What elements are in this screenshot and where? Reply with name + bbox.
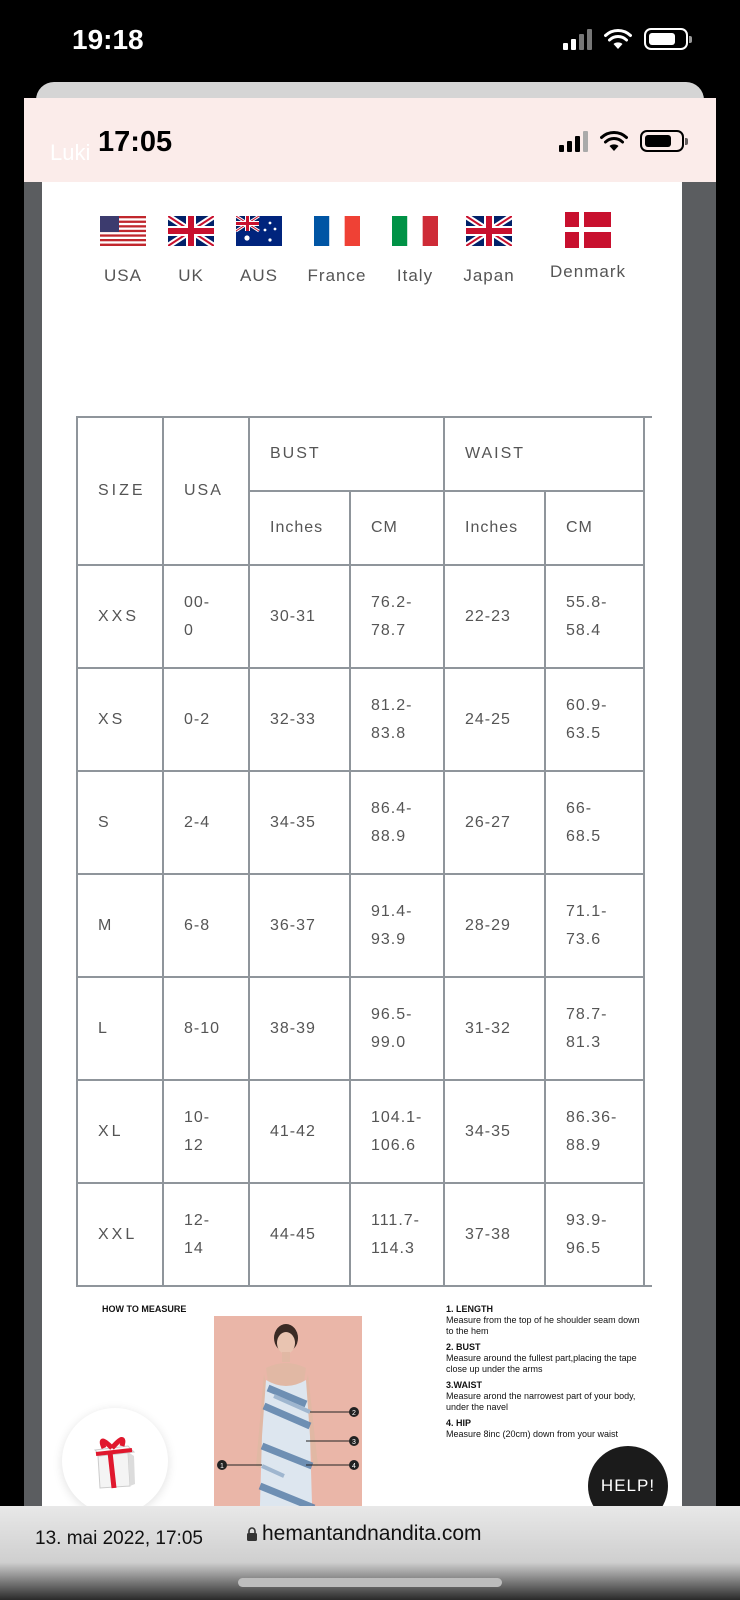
denmark-flag-icon [565, 212, 611, 248]
size-cell: XXL [77, 1183, 163, 1286]
bust-cm-cell: 104.1- 106.6 [350, 1080, 444, 1183]
waist-inches-cell: 28-29 [444, 874, 545, 977]
cellular-signal-icon [563, 28, 592, 50]
measure-instructions [446, 1304, 646, 1445]
usa-flag-icon [100, 216, 146, 246]
country-flags [42, 216, 682, 306]
inner-status-icons [559, 130, 684, 152]
outer-status-bar [0, 0, 740, 80]
flag-label: Italy [396, 266, 434, 285]
size-cell: S [77, 771, 163, 874]
table-row [77, 565, 652, 668]
size-chart-page [42, 182, 682, 1572]
flag-label: AUS [240, 266, 278, 285]
lock-icon [246, 1526, 258, 1542]
marker-3 [349, 1436, 359, 1446]
table-cut-edge [644, 417, 652, 1286]
address-bar[interactable] [246, 1522, 482, 1546]
france-flag-icon [314, 216, 360, 246]
waist-inches-header: Inches [444, 491, 545, 565]
waist-inches-cell: 31-32 [444, 977, 545, 1080]
battery-icon [644, 28, 688, 50]
size-column-header: SIZE [77, 417, 163, 565]
measure-step: 3.WAIST Measure arond the narrowest part of your body, under the navel [446, 1380, 636, 1412]
svg-text:1: 1 [220, 1463, 224, 1470]
flag-label: Japan [463, 266, 515, 285]
italy-flag-icon [392, 216, 438, 246]
home-indicator[interactable] [238, 1578, 502, 1587]
flag-aus[interactable] [214, 216, 304, 286]
screenshot-timestamp: 13. mai 2022, 17:05 [35, 1528, 203, 1549]
measure-step: 2. BUST Measure around the fullest part,placing the tape close up under the arms [446, 1342, 637, 1374]
inner-status-bar [24, 98, 716, 182]
battery-icon [640, 130, 684, 152]
wifi-icon [604, 28, 632, 50]
bust-cm-cell: 91.4- 93.9 [350, 874, 444, 977]
waist-cm-cell: 78.7- 81.3 [545, 977, 644, 1080]
uk-flag-icon [168, 216, 214, 246]
table-row [77, 977, 652, 1080]
usa-cell: 12- 14 [163, 1183, 249, 1286]
waist-inches-cell: 22-23 [444, 565, 545, 668]
waist-cm-cell: 60.9- 63.5 [545, 668, 644, 771]
table-row [77, 1080, 652, 1183]
table-row [77, 1183, 652, 1286]
australia-flag-icon [236, 216, 282, 246]
bust-cm-cell: 76.2- 78.7 [350, 565, 444, 668]
bust-cm-cell: 96.5- 99.0 [350, 977, 444, 1080]
svg-text:2: 2 [352, 1410, 356, 1417]
inner-clock: 17:05 [98, 126, 173, 158]
size-cell: XXS [77, 565, 163, 668]
measure-step: 4. HIP Measure 8inc (20cm) down from your waist [446, 1418, 619, 1439]
size-cell: XL [77, 1080, 163, 1183]
bust-inches-cell: 30-31 [249, 565, 350, 668]
size-cell: XS [77, 668, 163, 771]
gift-icon [62, 1408, 168, 1514]
waist-cm-cell: 66- 68.5 [545, 771, 644, 874]
browser-bottom-bar [0, 1506, 740, 1600]
bust-inches-cell: 34-35 [249, 771, 350, 874]
bust-cm-cell: 111.7- 114.3 [350, 1183, 444, 1286]
marker-4 [349, 1460, 359, 1470]
usa-cell: 00- 0 [163, 565, 249, 668]
uk-flag-icon [466, 216, 512, 246]
usa-cell: 8-10 [163, 977, 249, 1080]
flag-label: France [307, 266, 367, 285]
flag-label: Denmark [550, 262, 626, 281]
measure-step: 1. LENGTH Measure from the top of he shoulder seam down to the hem [446, 1304, 640, 1336]
help-chat-button[interactable]: HELP! [588, 1446, 668, 1526]
waist-inches-cell: 34-35 [444, 1080, 545, 1183]
waist-cm-cell: 93.9- 96.5 [545, 1183, 644, 1286]
table-row [77, 668, 652, 771]
bust-cm-cell: 86.4- 88.9 [350, 771, 444, 874]
outer-clock: 19:18 [72, 24, 144, 55]
svg-text:3: 3 [352, 1439, 356, 1446]
bust-inches-cell: 32-33 [249, 668, 350, 771]
outer-status-icons [563, 28, 688, 50]
usa-cell: 10- 12 [163, 1080, 249, 1183]
ghost-text: Luki [50, 140, 91, 165]
size-cell: M [77, 874, 163, 977]
bust-inches-cell: 41-42 [249, 1080, 350, 1183]
bust-inches-header: Inches [249, 491, 350, 565]
url-text: hemantandnandita.com [262, 1522, 482, 1545]
wifi-icon [600, 130, 628, 152]
bust-column-header: BUST [249, 417, 444, 491]
marker-1 [217, 1460, 227, 1470]
waist-inches-cell: 26-27 [444, 771, 545, 874]
bust-inches-cell: 44-45 [249, 1183, 350, 1286]
how-to-measure-title: HOW TO MEASURE [102, 1304, 187, 1314]
waist-cm-cell: 86.36- 88.9 [545, 1080, 644, 1183]
svg-text:4: 4 [352, 1463, 356, 1470]
size-chart-table [76, 416, 652, 1287]
cellular-signal-icon [559, 130, 588, 152]
bust-inches-cell: 38-39 [249, 977, 350, 1080]
usa-cell: 2-4 [163, 771, 249, 874]
bust-cm-cell: 81.2- 83.8 [350, 668, 444, 771]
marker-2 [349, 1407, 359, 1417]
gift-button[interactable] [62, 1408, 168, 1514]
waist-cm-cell: 55.8- 58.4 [545, 565, 644, 668]
flag-japan[interactable] [444, 216, 534, 286]
waist-inches-cell: 37-38 [444, 1183, 545, 1286]
waist-inches-cell: 24-25 [444, 668, 545, 771]
table-row [77, 771, 652, 874]
screenshot-card [24, 98, 716, 1600]
bust-inches-cell: 36-37 [249, 874, 350, 977]
size-cell: L [77, 977, 163, 1080]
usa-cell: 6-8 [163, 874, 249, 977]
table-row [77, 874, 652, 977]
waist-column-header: WAIST [444, 417, 644, 491]
usa-cell: 0-2 [163, 668, 249, 771]
bust-cm-header: CM [350, 491, 444, 565]
flag-label: USA [104, 266, 142, 285]
flag-france[interactable] [292, 216, 382, 286]
flag-label: UK [178, 266, 204, 285]
waist-cm-header: CM [545, 491, 644, 565]
waist-cm-cell: 71.1- 73.6 [545, 874, 644, 977]
flag-denmark[interactable] [538, 216, 638, 282]
usa-column-header: USA [163, 417, 249, 565]
